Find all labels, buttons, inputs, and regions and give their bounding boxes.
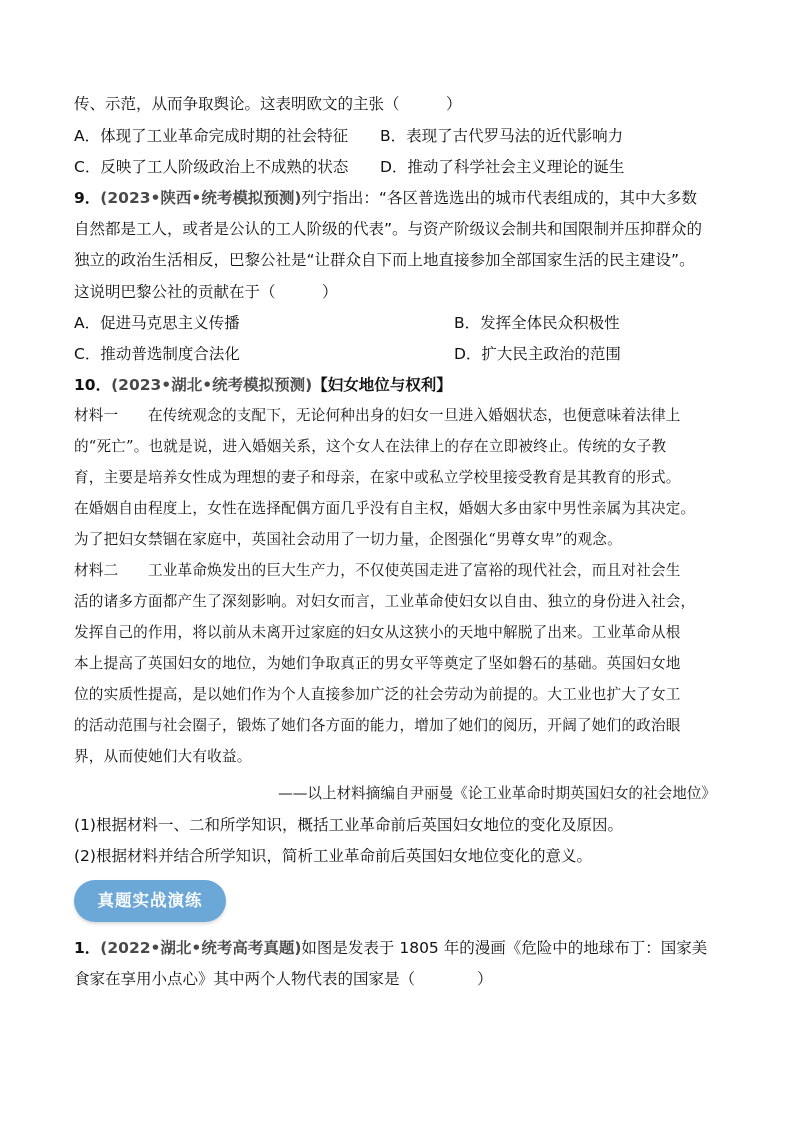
q10-tag: 【妇女地位与权利】 [312,376,452,394]
q9-options-row-1 [74,313,620,333]
material2-line-7: 界，从而使她们大有收益。 [74,748,252,765]
q9-line-2: 自然都是工人，或者是公认的工人阶级的代表”。与资产阶级议会制共和国限制并压抑群众的 [74,220,703,238]
q8-option-a[interactable]: A．体现了工业革命完成时期的社会特征 [74,127,349,145]
q1-line-1 [74,938,707,958]
q1-line-2: 食家在享用小点心》其中两个人物代表的国家是（ ） [74,970,493,988]
q8-options-row-2 [74,157,625,177]
material2-line-2: 活的诸多方面都产生了深刻影响。对妇女而言，工业革命使妇女以自由、独立的身份进入社会， [74,593,696,610]
q10-number: 10． [74,376,112,394]
q1-number: 1． [74,939,101,957]
q9-option-b[interactable]: B．发挥全体民众积极性 [454,314,620,332]
q10-heading [74,375,452,395]
q8-options-row-1 [74,126,624,146]
q9-option-a[interactable]: A．促进马克思主义传播 [74,314,240,332]
material1-line-2: 的“死亡”。也就是说，进入婚姻关系，这个女人在法律上的存在立即被终止。传统的女子教 [74,438,667,455]
material2-line-3: 发挥自己的作用，将以前从未离开过家庭的妇女从这狭小的天地中解脱了出来。工业革命从根 [74,624,681,641]
material1-line-5: 为了把妇女禁锢在家庭中，英国社会动用了一切力量，企图强化“男尊女卑”的观念。 [74,531,622,548]
q9-number: 9． [74,189,101,207]
material-citation: ——以上材料摘编自尹丽曼《论工业革命时期英国妇女的社会地位》 [278,785,716,802]
q1-text-1: 如图是发表于 1805 年的漫画《危险中的地球布丁：国家美 [301,939,708,957]
q10-source: (2023•湖北•统考模拟预测) [111,376,313,394]
material1-line-4: 在婚姻自由程度上，女性在选择配偶方面几乎没有自主权，婚姻大多由家中男性亲属为其决定。 [74,500,696,517]
q9-line-1 [74,188,697,208]
section-banner [74,880,226,922]
material1-line-3: 育，主要是培养女性成为理想的妻子和母亲，在家中或私立学校里接受教育是其教育的形式。 [74,469,681,486]
section-banner-label: 真题实战演练 [97,891,203,910]
q8-option-b[interactable]: B．表现了古代罗马法的近代影响力 [380,127,624,145]
q9-options-row-2 [74,344,621,364]
q1-source: (2022•湖北•统考高考真题) [100,939,302,957]
material1-line-1: 材料一 在传统观念的支配下，无论何种出身的妇女一旦进入婚姻状态，也便意味着法律上 [74,407,681,424]
q9-option-d[interactable]: D．扩大民主政治的范围 [454,345,621,363]
material2-line-5: 位的实质性提高，是以她们作为个人直接参加广泛的社会劳动为前提的。大工业也扩大了女工 [74,686,681,703]
q10-subquestion-1: (1)根据材料一、二和所学知识，概括工业革命前后英国妇女地位的变化及原因。 [74,816,623,834]
q10-subquestion-2: (2)根据材料并结合所学知识，简析工业革命前后英国妇女地位变化的意义。 [74,847,592,865]
material2-line-4: 本上提高了英国妇女的地位，为她们争取真正的男女平等奠定了坚如磐石的基础。英国妇女地 [74,655,681,672]
material2-line-1: 材料二 工业革命焕发出的巨大生产力，不仅使英国走进了富裕的现代社会，而且对社会生 [74,562,681,579]
q9-text-1: 列宁指出：“各区普选选出的城市代表组成的，其中大多数 [301,189,697,207]
q9-line-4: 这说明巴黎公社的贡献在于（ ） [74,283,338,301]
q9-option-c[interactable]: C．推动普选制度合法化 [74,345,240,363]
q9-line-3: 独立的政治生活相反，巴黎公社是“让群众自下而上地直接参加全部国家生活的民主建设”。 [74,251,695,269]
q9-source: (2023•陕西•统考模拟预测) [100,189,302,207]
q8-stem-end: 传、示范，从而争取舆论。这表明欧文的主张（ ） [74,95,462,113]
material2-line-6: 的活动范围与社会圈子，锻炼了她们各方面的能力，增加了她们的阅历，开阔了她们的政治眼 [74,717,681,734]
q8-option-d[interactable]: D．推动了科学社会主义理论的诞生 [380,158,625,176]
q8-option-c[interactable]: C．反映了工人阶级政治上不成熟的状态 [74,158,349,176]
